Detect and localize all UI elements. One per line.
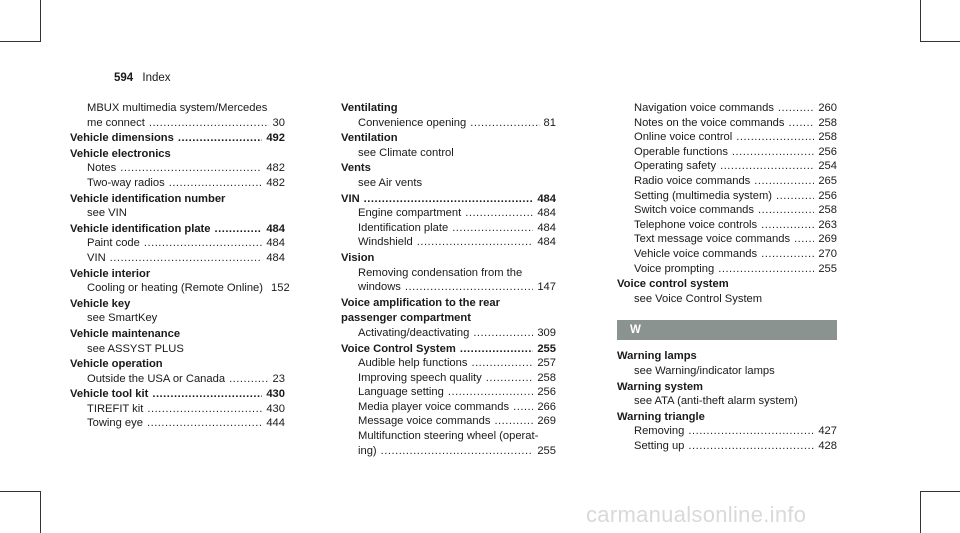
- index-subentry[interactable]: [70, 372, 285, 387]
- leader-dots: [448, 385, 533, 400]
- index-entry: [70, 357, 285, 372]
- leader-dots: [761, 218, 814, 233]
- entry-text: Media player voice commands: [358, 400, 510, 413]
- page-ref: 484: [266, 237, 285, 250]
- index-subentry[interactable]: [341, 235, 556, 250]
- entry-text: Vehicle operation: [70, 358, 163, 371]
- index-subentry[interactable]: [70, 161, 285, 176]
- leader-dots: [789, 116, 815, 131]
- leader-dots: [513, 400, 533, 415]
- entry-text: Improving speech quality: [358, 371, 482, 384]
- leader-dots: [460, 342, 534, 357]
- index-subentry[interactable]: [341, 371, 556, 386]
- entry-text: see Warning/indicator lamps: [634, 364, 775, 377]
- entry-text: Engine compartment: [358, 207, 462, 220]
- index-entry: [70, 147, 285, 162]
- index-subentry[interactable]: [341, 116, 556, 131]
- crop-mark: [40, 491, 41, 533]
- index-subentry[interactable]: [617, 218, 837, 233]
- index-subentry: [617, 292, 837, 307]
- page-ref: 430: [266, 388, 285, 401]
- index-entry: [70, 327, 285, 342]
- index-entry: [341, 251, 556, 266]
- leader-dots: [494, 414, 533, 429]
- leader-dots: [736, 130, 814, 145]
- index-entry[interactable]: [70, 222, 285, 237]
- entry-text: Operating safety: [634, 160, 717, 173]
- index-entry[interactable]: [341, 192, 556, 207]
- index-subentry[interactable]: [341, 385, 556, 400]
- leader-dots: [405, 280, 533, 295]
- page-ref: 258: [537, 371, 556, 384]
- page-ref: 484: [266, 251, 285, 264]
- entry-text: Identification plate: [358, 221, 449, 234]
- page-ref: 255: [818, 262, 837, 275]
- entry-text: Navigation voice commands: [634, 102, 774, 114]
- entry-text: Operable functions: [634, 145, 728, 158]
- entry-text: see Climate control: [358, 146, 454, 159]
- entry-text: Vehicle tool kit: [70, 388, 149, 401]
- leader-dots: [776, 189, 814, 204]
- leader-dots: [688, 424, 814, 439]
- index-subentry[interactable]: [617, 174, 837, 189]
- entry-text: me connect: [87, 116, 145, 129]
- entry-text: Radio voice commands: [634, 174, 751, 187]
- index-subentry[interactable]: [617, 262, 837, 277]
- leader-dots: [381, 444, 534, 459]
- leader-dots: [152, 387, 262, 402]
- page-ref: 269: [818, 233, 837, 246]
- leader-dots: [110, 251, 263, 266]
- leader-dots: [147, 402, 262, 417]
- page-ref: 484: [537, 221, 556, 234]
- page-ref: 257: [537, 357, 556, 370]
- entry-text: Online voice control: [634, 131, 733, 144]
- index-entry: [617, 277, 837, 292]
- leader-dots: [732, 145, 814, 160]
- leader-dots: [215, 222, 263, 237]
- index-entry[interactable]: [70, 131, 285, 146]
- entry-text: MBUX multimedia system/Mercedes: [87, 102, 268, 114]
- entry-text: Vehicle dimensions: [70, 132, 174, 145]
- leader-dots: [778, 101, 814, 116]
- entry-text: Vents: [341, 162, 371, 175]
- index-subentry[interactable]: [70, 251, 285, 266]
- index-subentry[interactable]: [341, 400, 556, 415]
- entry-text: Notes on the voice commands: [634, 116, 785, 129]
- page-ref: 152: [271, 282, 290, 295]
- entry-text: Paint code: [87, 237, 140, 250]
- index-subentry[interactable]: [341, 414, 556, 429]
- index-entry[interactable]: [341, 342, 556, 357]
- index-entry: [70, 297, 285, 312]
- leader-dots: [754, 174, 814, 189]
- entry-text: Vehicle voice commands: [634, 247, 758, 260]
- page-ref: 256: [818, 145, 837, 158]
- index-entry: [70, 267, 285, 282]
- entry-text: Voice Control System: [341, 342, 456, 355]
- page-ref: 258: [818, 116, 837, 129]
- page-ref: 427: [818, 425, 837, 438]
- entry-text: Two-way radios: [87, 176, 165, 189]
- page-ref: 444: [266, 417, 285, 430]
- entry-text: Warning triangle: [617, 410, 705, 423]
- page-ref: 258: [818, 131, 837, 144]
- entry-text: Windshield: [358, 236, 413, 249]
- index-subentry[interactable]: [617, 424, 837, 439]
- index-subentry[interactable]: [70, 402, 285, 417]
- entry-text: Text message voice commands: [634, 233, 791, 246]
- entry-text: Telephone voice controls: [634, 218, 758, 231]
- entry-text: Vehicle identification number: [70, 192, 226, 205]
- index-subentry[interactable]: [341, 280, 556, 295]
- index-column-2: [341, 101, 556, 458]
- entry-text: Vehicle electronics: [70, 147, 171, 160]
- index-subentry[interactable]: [70, 116, 285, 131]
- page-number: 594: [114, 72, 134, 84]
- page-ref: 256: [818, 189, 837, 202]
- entry-text: Cooling or heating (Remote Online): [87, 282, 263, 295]
- leader-dots: [486, 371, 534, 386]
- index-subentry[interactable]: [341, 356, 556, 371]
- page-ref: 428: [818, 439, 837, 452]
- index-subentry[interactable]: [341, 206, 556, 221]
- entry-text: Warning system: [617, 380, 703, 393]
- index-subentry: [70, 101, 285, 116]
- index-subentry[interactable]: [617, 116, 837, 131]
- index-entry: [341, 101, 556, 116]
- entry-text: see Voice Control System: [634, 292, 763, 305]
- leader-dots: [364, 192, 534, 207]
- index-entry: [341, 296, 556, 311]
- entry-text: Audible help functions: [358, 357, 468, 370]
- entry-text: Convenience opening: [358, 116, 467, 129]
- entry-text: Multifunction steering wheel (operat-: [358, 430, 539, 443]
- leader-dots: [718, 262, 814, 277]
- index-subentry: [617, 394, 837, 409]
- page-ref: 484: [266, 222, 285, 235]
- entry-text: VIN: [87, 251, 106, 264]
- watermark: carmanualsonline.info: [586, 502, 807, 527]
- entry-text: Message voice commands: [358, 415, 491, 428]
- page-ref: 81: [543, 116, 556, 129]
- index-subentry[interactable]: [617, 203, 837, 218]
- index-subentry[interactable]: [617, 101, 837, 116]
- index-subentry[interactable]: [617, 130, 837, 145]
- page-header: [114, 72, 171, 84]
- page-ref: 23: [272, 372, 285, 385]
- index-subentry: [70, 342, 285, 357]
- entry-text: see VIN: [87, 207, 127, 220]
- index-entry: [70, 192, 285, 207]
- page-ref: 482: [266, 162, 285, 175]
- crop-mark: [920, 491, 921, 533]
- page-ref: 484: [537, 207, 556, 220]
- entry-text: see Air vents: [358, 176, 423, 189]
- index-column-3: [617, 101, 837, 453]
- page-ref: 255: [537, 444, 556, 457]
- index-subentry[interactable]: [617, 189, 837, 204]
- crop-mark: [0, 491, 40, 492]
- entry-text: Warning lamps: [617, 350, 697, 363]
- page-ref: 265: [818, 174, 837, 187]
- entry-text: TIREFIT kit: [87, 402, 144, 415]
- entry-text: see ASSYST PLUS: [87, 342, 184, 355]
- entry-text: Vehicle key: [70, 297, 131, 310]
- page-ref: 258: [818, 204, 837, 217]
- page-ref: 270: [818, 247, 837, 260]
- page-ref: 484: [537, 192, 556, 205]
- leader-dots: [144, 236, 262, 251]
- index-subentry[interactable]: [617, 232, 837, 247]
- index-subentry[interactable]: [341, 326, 556, 341]
- entry-text: see SmartKey: [87, 312, 158, 325]
- entry-text: Removing: [634, 425, 685, 438]
- page-ref: 254: [818, 160, 837, 173]
- index-subentry: [341, 429, 556, 444]
- leader-dots: [794, 232, 814, 247]
- crop-mark: [920, 41, 960, 42]
- entry-text: Voice control system: [617, 278, 729, 291]
- index-subentry: [341, 146, 556, 161]
- leader-dots: [473, 326, 533, 341]
- leader-dots: [178, 131, 262, 146]
- entry-text: Setting up: [634, 439, 685, 452]
- index-subentry[interactable]: [70, 176, 285, 191]
- page-ref: 430: [266, 402, 285, 415]
- index-entry[interactable]: [70, 387, 285, 402]
- index-subentry[interactable]: [70, 236, 285, 251]
- entry-text: Language setting: [358, 386, 444, 399]
- entry-text: Ventilating: [341, 102, 398, 114]
- page-ref: 256: [537, 386, 556, 399]
- crop-mark: [40, 0, 41, 42]
- index-entry: [341, 131, 556, 146]
- entry-text: Vehicle identification plate: [70, 222, 211, 235]
- index-subentry[interactable]: [617, 247, 837, 262]
- index-subentry: [70, 311, 285, 326]
- leader-dots: [761, 247, 814, 262]
- page-ref: 492: [266, 132, 285, 145]
- crop-mark: [0, 41, 40, 42]
- leader-dots: [120, 161, 262, 176]
- index-entry: [341, 311, 556, 326]
- index-subentry[interactable]: [70, 416, 285, 431]
- page-ref: 309: [537, 326, 556, 339]
- leader-dots: [229, 372, 268, 387]
- crop-mark: [920, 0, 921, 42]
- index-subentry: [341, 176, 556, 191]
- entry-text: Vision: [341, 251, 375, 264]
- index-subentry: [70, 206, 285, 221]
- entry-text: Voice amplification to the rear: [341, 296, 500, 309]
- leader-dots: [470, 116, 539, 131]
- entry-text: Vehicle maintenance: [70, 327, 181, 340]
- page-ref: 269: [537, 415, 556, 428]
- entry-text: passenger compartment: [341, 312, 471, 325]
- leader-dots: [147, 416, 262, 431]
- index-subentry[interactable]: [617, 159, 837, 174]
- page-ref: 263: [818, 218, 837, 231]
- index-subentry[interactable]: [70, 281, 290, 296]
- index-column-1: [70, 101, 290, 431]
- entry-text: Removing condensation from the: [358, 266, 523, 279]
- page-ref: 260: [818, 102, 837, 114]
- section-title: Index: [142, 72, 171, 84]
- index-subentry[interactable]: [617, 145, 837, 160]
- entry-text: Switch voice commands: [634, 204, 754, 217]
- leader-dots: [169, 176, 263, 191]
- entry-text: Voice prompting: [634, 262, 715, 275]
- entry-text: windows: [358, 281, 401, 294]
- entry-text: Towing eye: [87, 417, 143, 430]
- entry-text: see ATA (anti-theft alarm system): [634, 395, 798, 408]
- index-entry: [341, 161, 556, 176]
- leader-dots: [471, 356, 533, 371]
- entry-text: Ventilation: [341, 132, 398, 145]
- entry-text: VIN: [341, 192, 360, 205]
- entry-text: Notes: [87, 162, 117, 175]
- index-entry: [617, 410, 837, 425]
- crop-mark: [920, 491, 960, 492]
- leader-dots: [452, 221, 533, 236]
- index-subentry: [617, 364, 837, 379]
- index-subentry: [341, 266, 556, 281]
- entry-text: Vehicle interior: [70, 267, 151, 280]
- page-ref: 484: [537, 236, 556, 249]
- page-ref: 266: [537, 400, 556, 413]
- leader-dots: [149, 116, 269, 131]
- page-ref: 30: [272, 116, 285, 129]
- page-ref: 255: [537, 342, 556, 355]
- entry-text: Setting (multimedia system): [634, 189, 773, 202]
- index-subentry[interactable]: [617, 439, 837, 454]
- letter-heading: W: [617, 320, 837, 340]
- entry-text: Activating/deactivating: [358, 326, 470, 339]
- index-subentry[interactable]: [341, 221, 556, 236]
- index-entry: [617, 349, 837, 364]
- index-subentry[interactable]: [341, 444, 556, 459]
- page-ref: 482: [266, 176, 285, 189]
- entry-text: Outside the USA or Canada: [87, 372, 226, 385]
- leader-dots: [688, 439, 814, 454]
- page-ref: 147: [537, 281, 556, 294]
- leader-dots: [720, 159, 814, 174]
- leader-dots: [417, 235, 534, 250]
- entry-text: ing): [358, 444, 377, 457]
- leader-dots: [465, 206, 533, 221]
- leader-dots: [758, 203, 814, 218]
- index-entry: [617, 380, 837, 395]
